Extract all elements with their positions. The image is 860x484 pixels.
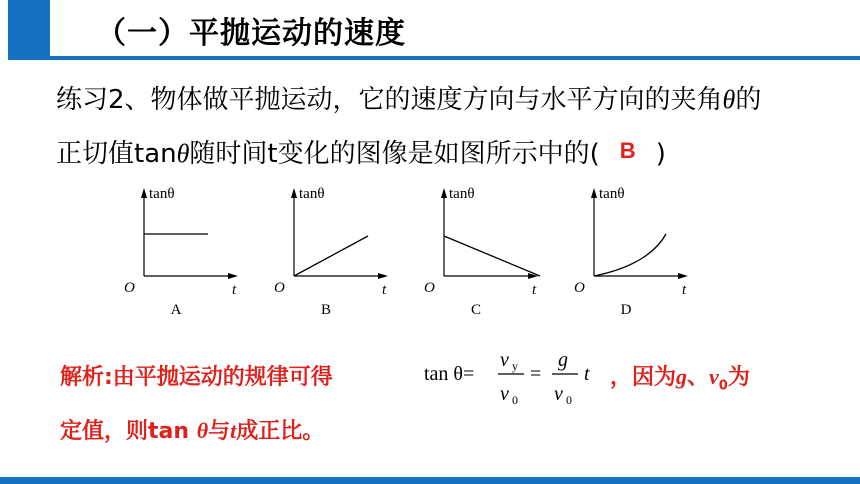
- analysis-text: 成正比。: [236, 419, 325, 444]
- question-line-1: [56, 84, 761, 116]
- graph-b-x-arrow: [378, 273, 388, 279]
- analysis-text: 与: [208, 419, 231, 444]
- graph-d-ylabel: tanθ: [599, 186, 625, 202]
- graph-c-xlabel: t: [532, 282, 537, 298]
- title-accent-block: [8, 0, 50, 56]
- graph-c-y-arrow: [441, 188, 447, 198]
- analysis-text: 定值，则tan: [60, 419, 197, 444]
- graph-b-origin: O: [274, 280, 285, 296]
- analysis-line-1: [60, 360, 333, 391]
- graph-a-label: A: [170, 302, 182, 318]
- graph-d-label: D: [620, 302, 632, 318]
- graph-a-origin: O: [124, 280, 135, 296]
- graph-d-origin: O: [574, 280, 585, 296]
- close-paren: ): [655, 139, 666, 169]
- graph-b-curve: [294, 236, 368, 276]
- graph-d-x-arrow: [678, 273, 688, 279]
- graph-c-origin: O: [424, 280, 435, 296]
- graph-c-ylabel: tanθ: [449, 186, 475, 202]
- theta-symbol: θ: [176, 139, 190, 168]
- formula-frac2-den-sub: 0: [566, 393, 572, 407]
- title-bar: [0, 0, 860, 62]
- formula: [424, 340, 604, 410]
- formula-frac2-num: g: [558, 349, 568, 371]
- graph-b-ylabel: tanθ: [299, 186, 325, 202]
- question-text: 练习2、物体做平抛运动，它的速度方向与水平方向的夹角: [56, 85, 723, 115]
- answer-graphs: [110, 180, 710, 320]
- bottom-rule: [0, 477, 860, 484]
- analysis-var-t: t: [230, 418, 237, 443]
- theta-symbol: θ: [722, 85, 736, 114]
- title-underline: [8, 56, 860, 60]
- formula-frac1-num-sub: y: [512, 359, 518, 373]
- question-text: 随时间t变化的图像是如图所示中的(: [189, 139, 600, 169]
- graph-c-label: C: [470, 302, 482, 318]
- formula-frac1-den-sub: 0: [512, 393, 518, 407]
- formula-t: t: [584, 363, 590, 385]
- question-line-2: [56, 138, 666, 171]
- formula-frac2-den: v: [554, 383, 563, 405]
- graph-c-curve: [444, 236, 540, 276]
- graph-a-ylabel: tanθ: [149, 186, 175, 202]
- analysis-line-1-tail: [610, 360, 750, 393]
- theta-symbol: θ: [196, 418, 209, 443]
- graph-d-y-arrow: [591, 188, 597, 198]
- graph-a-x-arrow: [228, 273, 238, 279]
- page-title: （一）平抛运动的速度: [96, 16, 406, 51]
- formula-frac1-num: v: [500, 349, 509, 371]
- graph-d-curve: [594, 234, 666, 276]
- analysis-var-v0: v: [709, 364, 719, 389]
- formula-frac1-den: v: [500, 383, 509, 405]
- analysis-line-2: [60, 414, 324, 445]
- answer-label: B: [619, 138, 636, 163]
- analysis-text: 、: [687, 365, 710, 390]
- graph-a-y-arrow: [141, 188, 147, 198]
- graph-b-label: B: [320, 302, 332, 318]
- graph-d-xlabel: t: [682, 282, 687, 298]
- analysis-var-v0-sub: 0: [718, 378, 728, 394]
- formula-equals: =: [530, 363, 542, 385]
- graph-b-y-arrow: [291, 188, 297, 198]
- formula-lhs: tan θ=: [424, 363, 475, 385]
- analysis-var-g: g: [676, 364, 688, 389]
- question-text: 的: [735, 85, 762, 115]
- question-text: 正切值tan: [56, 139, 177, 169]
- graph-b-xlabel: t: [382, 282, 387, 298]
- graph-a-xlabel: t: [232, 282, 237, 298]
- analysis-text: ，因为: [610, 365, 677, 390]
- analysis-text: 解析:由平抛运动的规律可得: [60, 365, 333, 390]
- analysis-text: 为: [727, 365, 750, 390]
